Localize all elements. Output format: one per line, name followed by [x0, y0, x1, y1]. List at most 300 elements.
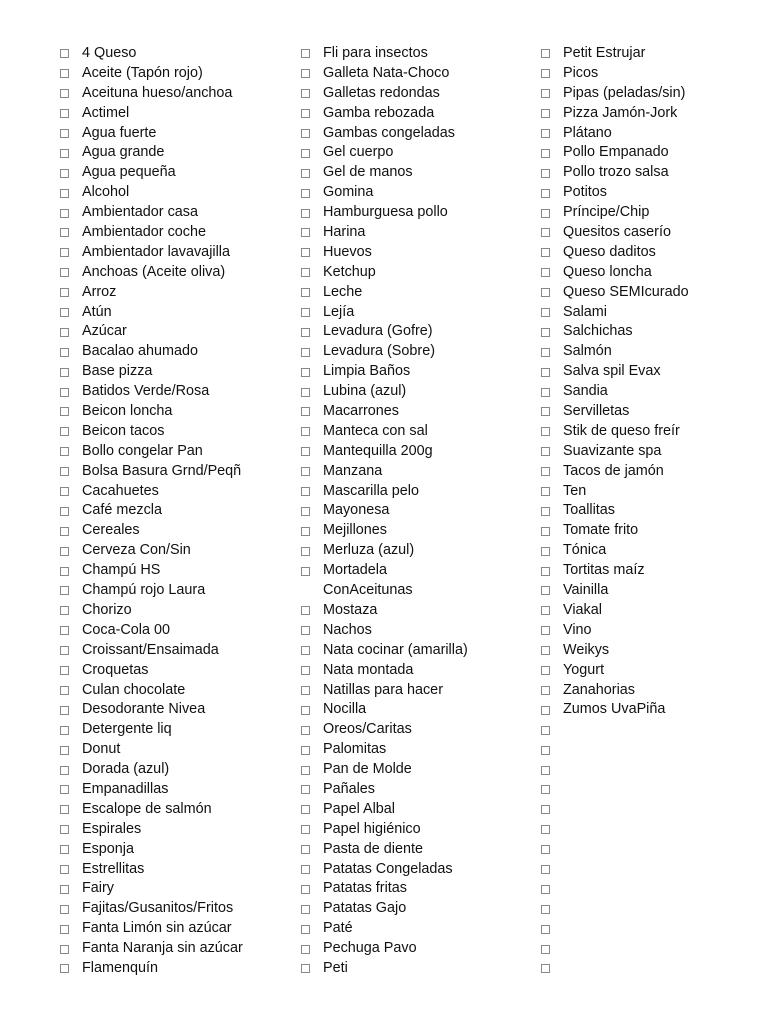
checklist-item[interactable] — [541, 183, 741, 203]
checklist-item[interactable] — [541, 681, 741, 701]
checkbox[interactable] — [541, 626, 550, 635]
checklist-item[interactable] — [301, 899, 526, 919]
checklist-item[interactable] — [541, 84, 741, 104]
checklist-item[interactable] — [60, 641, 285, 661]
checklist-item[interactable] — [301, 601, 526, 621]
checkbox[interactable] — [541, 964, 550, 973]
blank-checklist-item[interactable] — [541, 939, 741, 959]
checkbox[interactable] — [301, 447, 310, 456]
checkbox[interactable] — [60, 308, 69, 317]
checklist-item[interactable] — [541, 243, 741, 263]
checkbox[interactable] — [541, 69, 550, 78]
checkbox[interactable] — [301, 527, 310, 536]
checklist-item[interactable] — [60, 322, 285, 342]
checkbox[interactable] — [541, 507, 550, 516]
checklist-item[interactable] — [541, 104, 741, 124]
checkbox[interactable] — [301, 407, 310, 416]
checklist-item[interactable] — [301, 720, 526, 740]
checkbox[interactable] — [541, 666, 550, 675]
checklist-item[interactable] — [60, 521, 285, 541]
checkbox[interactable] — [60, 288, 69, 297]
checklist-item[interactable] — [541, 641, 741, 661]
checklist-item[interactable] — [541, 163, 741, 183]
checklist-item[interactable] — [541, 482, 741, 502]
blank-checklist-item[interactable] — [541, 740, 741, 760]
checkbox[interactable] — [60, 169, 69, 178]
checklist-item-label: Gambas congeladas — [323, 124, 455, 141]
checkbox[interactable] — [60, 586, 69, 595]
checklist-item[interactable] — [60, 482, 285, 502]
checkbox[interactable] — [301, 368, 310, 377]
checkbox[interactable] — [541, 447, 550, 456]
checklist-item-label: Champú rojo Laura — [82, 582, 206, 599]
checklist-item[interactable] — [301, 84, 526, 104]
blank-write-in-line[interactable] — [563, 862, 713, 876]
checkbox[interactable] — [301, 209, 310, 218]
checkbox[interactable] — [301, 109, 310, 118]
checklist-item[interactable] — [60, 223, 285, 243]
checkbox[interactable] — [541, 268, 550, 277]
checkbox[interactable] — [301, 845, 310, 854]
blank-checklist-item[interactable] — [541, 820, 741, 840]
checklist-item[interactable] — [301, 143, 526, 163]
checkbox[interactable] — [301, 885, 310, 894]
checkbox[interactable] — [60, 69, 69, 78]
checkbox[interactable] — [60, 527, 69, 536]
checkbox[interactable] — [541, 567, 550, 576]
checklist-item[interactable] — [301, 422, 526, 442]
checkbox[interactable] — [541, 925, 550, 934]
checkbox[interactable] — [541, 885, 550, 894]
checkbox[interactable] — [301, 129, 310, 138]
checklist-item[interactable] — [301, 780, 526, 800]
checkbox[interactable] — [541, 706, 550, 715]
checkbox[interactable] — [541, 726, 550, 735]
checkbox[interactable] — [301, 626, 310, 635]
checkbox[interactable] — [301, 189, 310, 198]
checklist-item[interactable] — [541, 283, 741, 303]
checkbox[interactable] — [60, 427, 69, 436]
checklist-item[interactable] — [60, 163, 285, 183]
checklist-item[interactable] — [60, 64, 285, 84]
blank-checklist-item[interactable] — [541, 899, 741, 919]
checkbox[interactable] — [60, 945, 69, 954]
checkbox[interactable] — [301, 69, 310, 78]
checklist-item[interactable] — [541, 422, 741, 442]
checkbox[interactable] — [60, 706, 69, 715]
checkbox[interactable] — [301, 805, 310, 814]
checklist-item[interactable] — [541, 661, 741, 681]
checklist-item[interactable] — [301, 740, 526, 760]
checklist-item[interactable] — [60, 939, 285, 959]
checkbox[interactable] — [301, 507, 310, 516]
checklist-item[interactable] — [301, 303, 526, 323]
checklist-item[interactable] — [60, 44, 285, 64]
blank-checklist-item[interactable] — [541, 840, 741, 860]
checklist-item[interactable] — [541, 402, 741, 422]
checkbox[interactable] — [541, 89, 550, 98]
checkbox[interactable] — [541, 308, 550, 317]
checklist-item[interactable] — [301, 959, 526, 979]
checkbox[interactable] — [541, 149, 550, 158]
checklist-item[interactable] — [60, 362, 285, 382]
checklist-item[interactable] — [541, 541, 741, 561]
checkbox[interactable] — [301, 268, 310, 277]
checkbox[interactable] — [301, 606, 310, 615]
checkbox[interactable] — [541, 785, 550, 794]
checkbox[interactable] — [60, 626, 69, 635]
checkbox[interactable] — [301, 308, 310, 317]
checklist-item[interactable] — [301, 482, 526, 502]
checkbox[interactable] — [301, 248, 310, 257]
checkbox[interactable] — [541, 368, 550, 377]
checkbox[interactable] — [301, 547, 310, 556]
checklist-item[interactable] — [541, 581, 741, 601]
checklist-item[interactable] — [60, 422, 285, 442]
blank-write-in-line[interactable] — [563, 743, 713, 757]
checkbox[interactable] — [60, 646, 69, 655]
blank-write-in-line[interactable] — [563, 942, 713, 956]
checklist-item[interactable] — [60, 283, 285, 303]
checklist-item-label: Nachos — [323, 621, 372, 638]
checkbox[interactable] — [60, 209, 69, 218]
checkbox[interactable] — [301, 706, 310, 715]
checklist-item[interactable] — [60, 899, 285, 919]
checklist-item[interactable] — [301, 681, 526, 701]
checklist-item[interactable] — [541, 442, 741, 462]
checkbox[interactable] — [541, 328, 550, 337]
checklist-item[interactable] — [301, 124, 526, 144]
checklist-item[interactable] — [301, 104, 526, 124]
checkbox[interactable] — [301, 686, 310, 695]
checkbox[interactable] — [60, 547, 69, 556]
checklist-item[interactable] — [541, 561, 741, 581]
checkbox[interactable] — [301, 925, 310, 934]
checkbox[interactable] — [541, 209, 550, 218]
checklist-item[interactable] — [301, 501, 526, 521]
checklist-item[interactable] — [60, 581, 285, 601]
checkbox[interactable] — [301, 666, 310, 675]
checkbox[interactable] — [301, 228, 310, 237]
checklist-item[interactable] — [301, 203, 526, 223]
checklist-item[interactable] — [60, 879, 285, 899]
checkbox[interactable] — [301, 964, 310, 973]
checklist-item[interactable] — [541, 64, 741, 84]
checklist-item[interactable] — [301, 621, 526, 641]
checkbox[interactable] — [60, 328, 69, 337]
checklist-item-label: Salami — [563, 303, 607, 320]
checklist-item[interactable] — [541, 621, 741, 641]
checkbox[interactable] — [60, 109, 69, 118]
checkbox[interactable] — [301, 467, 310, 476]
checkbox[interactable] — [541, 228, 550, 237]
checkbox[interactable] — [60, 567, 69, 576]
checkbox[interactable] — [541, 129, 550, 138]
checkbox[interactable] — [60, 785, 69, 794]
checklist-item[interactable] — [60, 263, 285, 283]
checkbox[interactable] — [60, 407, 69, 416]
checkbox[interactable] — [541, 865, 550, 874]
checkbox[interactable] — [541, 646, 550, 655]
checklist-item[interactable] — [541, 322, 741, 342]
blank-checklist-item[interactable] — [541, 879, 741, 899]
checkbox[interactable] — [301, 348, 310, 357]
checkbox[interactable] — [301, 487, 310, 496]
checklist-item-label: Zumos UvaPiña — [563, 701, 666, 718]
checkbox[interactable] — [541, 427, 550, 436]
checklist-item[interactable] — [60, 800, 285, 820]
checkbox[interactable] — [301, 567, 310, 576]
checkbox[interactable] — [301, 427, 310, 436]
checklist-column-3 — [541, 44, 741, 979]
checkbox[interactable] — [60, 49, 69, 58]
checkbox[interactable] — [301, 288, 310, 297]
checklist-item[interactable] — [301, 521, 526, 541]
checkbox[interactable] — [60, 746, 69, 755]
checkbox[interactable] — [541, 189, 550, 198]
checklist-item[interactable] — [60, 959, 285, 979]
checklist-item[interactable] — [301, 561, 526, 581]
checklist-item[interactable] — [541, 143, 741, 163]
checklist-item[interactable] — [301, 183, 526, 203]
checkbox[interactable] — [541, 248, 550, 257]
checkbox[interactable] — [301, 905, 310, 914]
checklist-item[interactable] — [60, 740, 285, 760]
checkbox[interactable] — [541, 467, 550, 476]
checklist-item[interactable] — [541, 521, 741, 541]
checklist-item[interactable] — [301, 322, 526, 342]
checklist-item[interactable] — [541, 124, 741, 144]
checklist-item[interactable] — [301, 760, 526, 780]
checklist-item[interactable] — [60, 700, 285, 720]
checklist-item[interactable] — [301, 641, 526, 661]
checklist-item-label: Agua grande — [82, 144, 165, 161]
checklist-item[interactable] — [301, 243, 526, 263]
blank-checklist-item[interactable] — [541, 720, 741, 740]
checklist-item[interactable] — [60, 382, 285, 402]
blank-checklist-item[interactable] — [541, 780, 741, 800]
checkbox[interactable] — [541, 487, 550, 496]
checklist-item[interactable] — [60, 462, 285, 482]
checkbox[interactable] — [60, 606, 69, 615]
checklist-item[interactable] — [301, 362, 526, 382]
checkbox[interactable] — [541, 527, 550, 536]
checkbox[interactable] — [301, 646, 310, 655]
checklist-item[interactable] — [541, 263, 741, 283]
checklist-item[interactable] — [301, 541, 526, 561]
blank-checklist-item[interactable] — [541, 860, 741, 880]
checkbox[interactable] — [301, 785, 310, 794]
blank-write-in-line[interactable] — [563, 823, 713, 837]
checkbox[interactable] — [301, 865, 310, 874]
checkbox[interactable] — [60, 149, 69, 158]
checkbox[interactable] — [60, 129, 69, 138]
checkbox[interactable] — [541, 825, 550, 834]
checkbox[interactable] — [60, 805, 69, 814]
checklist-item[interactable] — [60, 501, 285, 521]
checklist-item[interactable] — [541, 382, 741, 402]
blank-checklist-item[interactable] — [541, 919, 741, 939]
checkbox[interactable] — [60, 189, 69, 198]
checkbox[interactable] — [541, 388, 550, 397]
checkbox[interactable] — [60, 467, 69, 476]
checkbox[interactable] — [541, 348, 550, 357]
checkbox[interactable] — [60, 89, 69, 98]
checklist-item[interactable] — [60, 203, 285, 223]
checklist-item[interactable] — [301, 840, 526, 860]
checklist-item[interactable] — [60, 541, 285, 561]
checkbox[interactable] — [60, 905, 69, 914]
checkbox[interactable] — [301, 149, 310, 158]
checkbox[interactable] — [60, 925, 69, 934]
checkbox[interactable] — [541, 169, 550, 178]
blank-write-in-line[interactable] — [563, 902, 713, 916]
checklist-item[interactable] — [60, 183, 285, 203]
checklist-item[interactable] — [60, 243, 285, 263]
checkbox[interactable] — [60, 348, 69, 357]
checkbox[interactable] — [541, 288, 550, 297]
checklist-item[interactable] — [301, 64, 526, 84]
checklist-item-label: Servilletas — [563, 403, 630, 420]
checklist-item[interactable] — [60, 104, 285, 124]
checkbox[interactable] — [541, 49, 550, 58]
checklist-item[interactable] — [60, 919, 285, 939]
checklist-item[interactable] — [60, 124, 285, 144]
checklist-item[interactable] — [301, 283, 526, 303]
checklist-item[interactable] — [301, 402, 526, 422]
checklist-item[interactable] — [60, 840, 285, 860]
checklist-item[interactable] — [60, 84, 285, 104]
checkbox[interactable] — [60, 766, 69, 775]
checkbox[interactable] — [541, 766, 550, 775]
checklist-item[interactable] — [301, 382, 526, 402]
checkbox[interactable] — [541, 686, 550, 695]
checklist-item[interactable] — [301, 919, 526, 939]
checklist-item-label: ConAceitunas — [323, 582, 413, 599]
checklist-item-label: Levadura (Gofre) — [323, 323, 433, 340]
checkbox[interactable] — [301, 945, 310, 954]
checkbox[interactable] — [301, 746, 310, 755]
checkbox[interactable] — [301, 388, 310, 397]
checklist-item[interactable] — [60, 303, 285, 323]
checkbox[interactable] — [60, 228, 69, 237]
checkbox[interactable] — [60, 447, 69, 456]
checklist-item[interactable] — [301, 820, 526, 840]
checklist-item[interactable] — [301, 700, 526, 720]
checkbox[interactable] — [301, 49, 310, 58]
checklist-item[interactable] — [301, 263, 526, 283]
checklist-item[interactable] — [301, 939, 526, 959]
checkbox[interactable] — [541, 845, 550, 854]
checkbox[interactable] — [541, 945, 550, 954]
checkbox[interactable] — [60, 666, 69, 675]
checkbox[interactable] — [541, 606, 550, 615]
checklist-item-label: Limpia Baños — [323, 363, 411, 380]
checkbox[interactable] — [60, 268, 69, 277]
checklist-item-label: Agua fuerte — [82, 124, 157, 141]
checkbox[interactable] — [541, 586, 550, 595]
checklist-item[interactable] — [60, 442, 285, 462]
checklist-item[interactable] — [301, 163, 526, 183]
checklist-item[interactable] — [60, 661, 285, 681]
blank-checklist-item[interactable] — [541, 800, 741, 820]
checkbox[interactable] — [541, 407, 550, 416]
checklist-item[interactable] — [60, 760, 285, 780]
checklist-item[interactable] — [60, 820, 285, 840]
checkbox[interactable] — [301, 328, 310, 337]
checkbox[interactable] — [60, 388, 69, 397]
checklist-item[interactable] — [301, 44, 526, 64]
checkbox[interactable] — [60, 865, 69, 874]
checkbox[interactable] — [301, 169, 310, 178]
checklist-item[interactable] — [541, 203, 741, 223]
checklist-item[interactable] — [301, 462, 526, 482]
checklist-item[interactable] — [60, 561, 285, 581]
checkbox[interactable] — [60, 686, 69, 695]
checkbox[interactable] — [60, 726, 69, 735]
checkbox[interactable] — [60, 845, 69, 854]
checklist-item[interactable] — [541, 342, 741, 362]
checklist-item[interactable] — [60, 860, 285, 880]
checklist-item[interactable] — [301, 342, 526, 362]
checklist-item[interactable] — [301, 800, 526, 820]
checkbox[interactable] — [301, 89, 310, 98]
blank-checklist-item[interactable] — [541, 760, 741, 780]
checkbox[interactable] — [60, 487, 69, 496]
checkbox[interactable] — [541, 905, 550, 914]
checklist-item[interactable] — [301, 879, 526, 899]
checklist-item[interactable] — [541, 303, 741, 323]
checklist-item[interactable] — [541, 462, 741, 482]
checkbox[interactable] — [301, 766, 310, 775]
checklist-item[interactable] — [60, 402, 285, 422]
checklist-item[interactable] — [60, 342, 285, 362]
checklist-item[interactable] — [301, 223, 526, 243]
checklist-item[interactable] — [541, 601, 741, 621]
checkbox[interactable] — [60, 825, 69, 834]
checklist-item[interactable] — [541, 501, 741, 521]
blank-checklist-item[interactable] — [541, 959, 741, 979]
checklist-item-label: Base pizza — [82, 363, 153, 380]
checkbox[interactable] — [60, 248, 69, 257]
checkbox[interactable] — [60, 885, 69, 894]
checklist-item[interactable] — [301, 860, 526, 880]
checkbox[interactable] — [301, 825, 310, 834]
checkbox[interactable] — [301, 726, 310, 735]
checklist-item[interactable] — [60, 720, 285, 740]
checkbox[interactable] — [541, 746, 550, 755]
checklist-item-label: Lubina (azul) — [323, 383, 407, 400]
checklist-item[interactable] — [60, 621, 285, 641]
checklist-item[interactable] — [541, 362, 741, 382]
checklist-item[interactable] — [541, 700, 741, 720]
checklist-item[interactable] — [541, 223, 741, 243]
checklist-item[interactable] — [60, 601, 285, 621]
checklist-item[interactable] — [301, 661, 526, 681]
checkbox[interactable] — [541, 109, 550, 118]
checkbox[interactable] — [541, 547, 550, 556]
blank-write-in-line[interactable] — [563, 783, 713, 797]
checklist-item[interactable] — [60, 143, 285, 163]
checklist-item[interactable] — [541, 44, 741, 64]
checklist-item[interactable] — [60, 780, 285, 800]
checklist-item[interactable] — [301, 442, 526, 462]
checkbox[interactable] — [60, 964, 69, 973]
checkbox[interactable] — [60, 368, 69, 377]
checklist-item[interactable] — [60, 681, 285, 701]
checkbox[interactable] — [60, 507, 69, 516]
checkbox[interactable] — [541, 805, 550, 814]
